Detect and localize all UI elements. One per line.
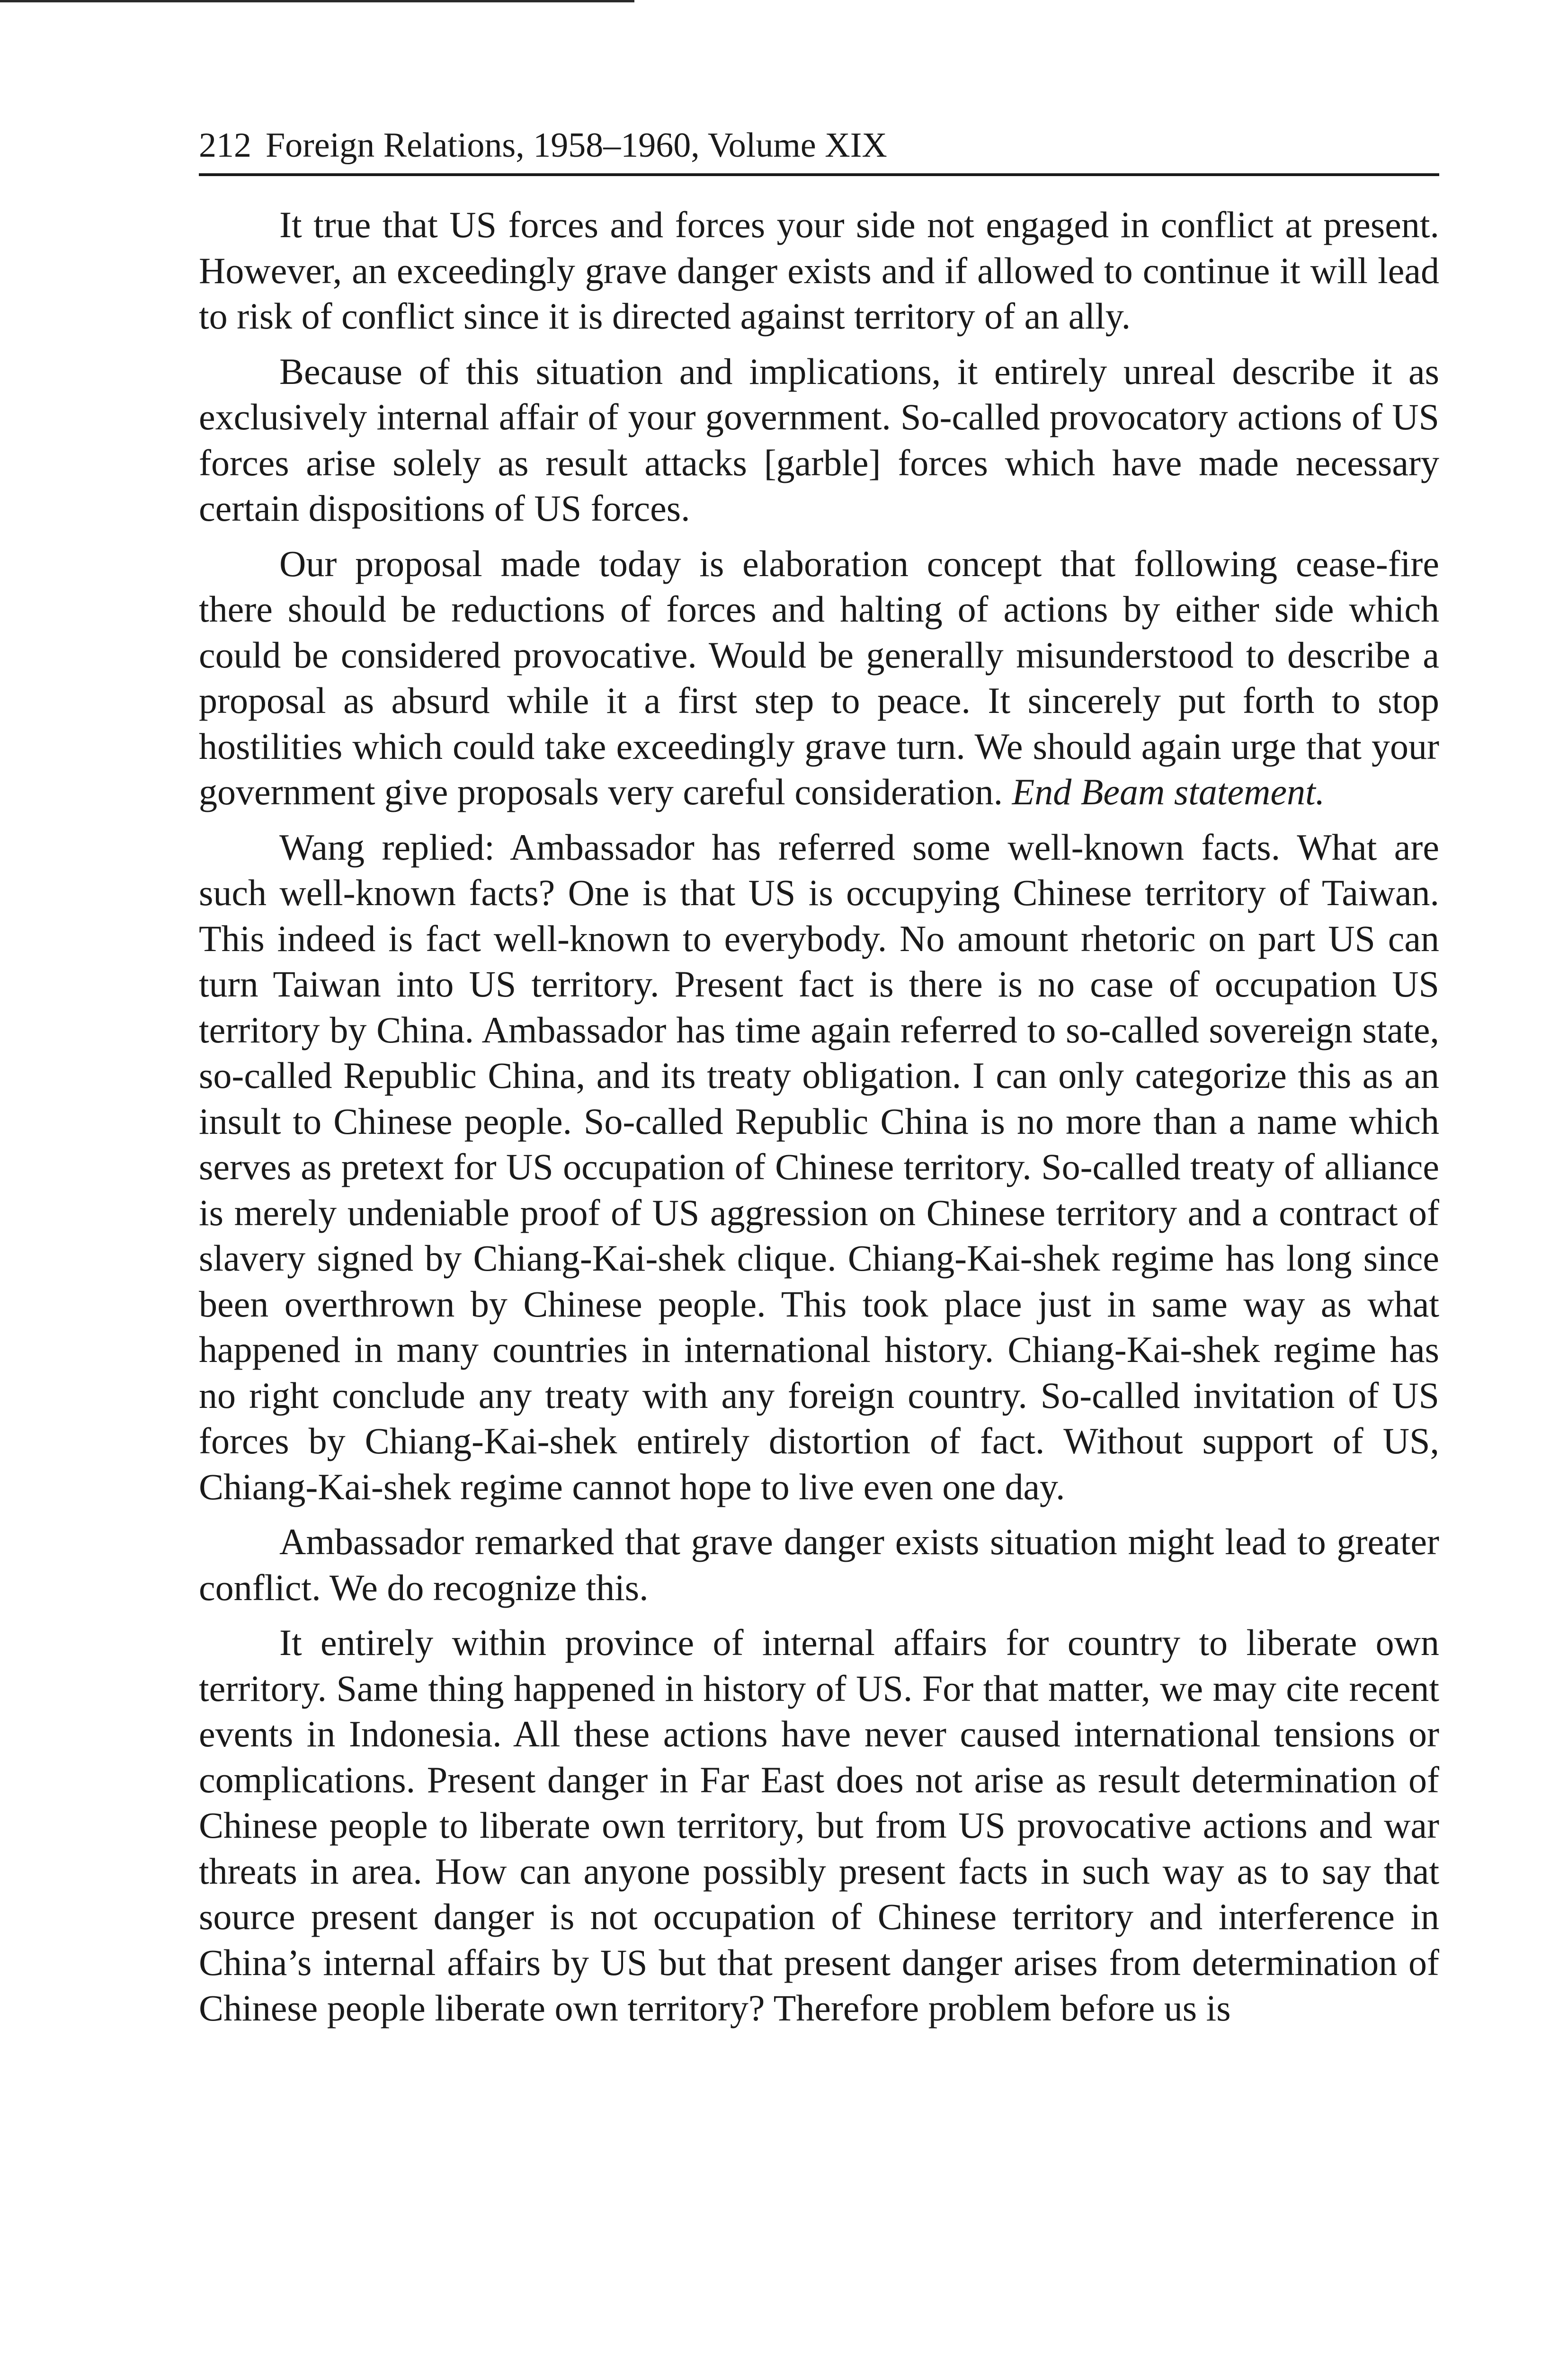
paragraph-text: It true that US forces and forces your side not engaged in conflict at present. However, an exceedingly grave danger exists and if allowed to continue it will lead to risk of conflict since it is directed against territory of an ally. (199, 204, 1439, 337)
paragraph-6 (199, 1620, 1439, 2031)
paragraph-text: Our proposal made today is elaboration concept that following cease-fire there should be reductions of forces and halting of actions by either side which could be considered provocative. Would be generally misunderstood to describe a proposal as absurd while it a first step to peace. It sincerely put forth to stop hostilities which could take exceedingly grave turn. We should again urge that your government give proposals very careful consideration. (199, 543, 1439, 812)
paragraph-text: Ambassador remarked that grave danger exists situation might lead to greater conflict. We do recognize this. (199, 1521, 1439, 1608)
volume-title: Foreign Relations, 1958–1960, Volume XIX (266, 126, 887, 165)
end-statement-italic: End Beam statement. (1012, 771, 1325, 812)
paragraph-5 (199, 1519, 1439, 1611)
paragraph-2 (199, 349, 1439, 532)
running-head (199, 128, 1439, 176)
paragraph-1 (199, 202, 1439, 339)
scan-edge-rule (0, 0, 634, 2)
paragraph-text: Because of this situation and implications, it entirely unreal describe it as exclusively internal affair of your government. So-called provocatory actions of US forces arise solely as result attacks [garble] forces which have made necessary certain dispositions of US forces. (199, 350, 1439, 529)
body-text (199, 202, 1439, 2031)
paragraph-text: It entirely within province of internal affairs for country to liberate own territory. Same thing happened in history of US. For that matter, we may cite recent events in Indonesia. All these actions have never caused international tensions or complications. Present danger in Far East does not arise as result determination of Chinese people to liberate own territory, but from US provocative actions and war threats in area. How can anyone possibly present facts in such way as to say that source present danger is not occupation of Chinese territory and interference in China’s internal affairs by US but that present danger arises from determination of Chinese people liberate own territory? Therefore problem before us is (199, 1622, 1439, 2029)
paragraph-3 (199, 541, 1439, 815)
document-page (199, 128, 1439, 2041)
paragraph-4 (199, 825, 1439, 1510)
page-number: 212 (199, 126, 251, 165)
paragraph-text: Wang replied: Ambassador has referred some well-known facts. What are such well-known facts? One is that US is occupying Chinese territory of Taiwan. This indeed is fact well-known to everybody. No amount rhetoric on part US can turn Taiwan into US territory. Present fact is there is no case of occupation US territory by China. Ambassador has time again referred to so-called sovereign state, so-called Republic China, and its treaty obligation. I can only categorize this as an insult to Chinese people. So-called Republic China is no more than a name which serves as pretext for US occupation of Chinese territory. So-called treaty of alliance is merely undeniable proof of US aggression on Chinese territory and a contract of slavery signed by Chiang-Kai-shek clique. Chiang-Kai-shek regime has long since been overthrown by Chinese people. This took place just in same way as what happened in many countries in international history. Chiang-Kai-shek regime has no right conclude any treaty with any foreign country. So-called invitation of US forces by Chiang-Kai-shek entirely distortion of fact. Without support of US, Chiang-Kai-shek regime cannot hope to live even one day. (199, 826, 1439, 1507)
